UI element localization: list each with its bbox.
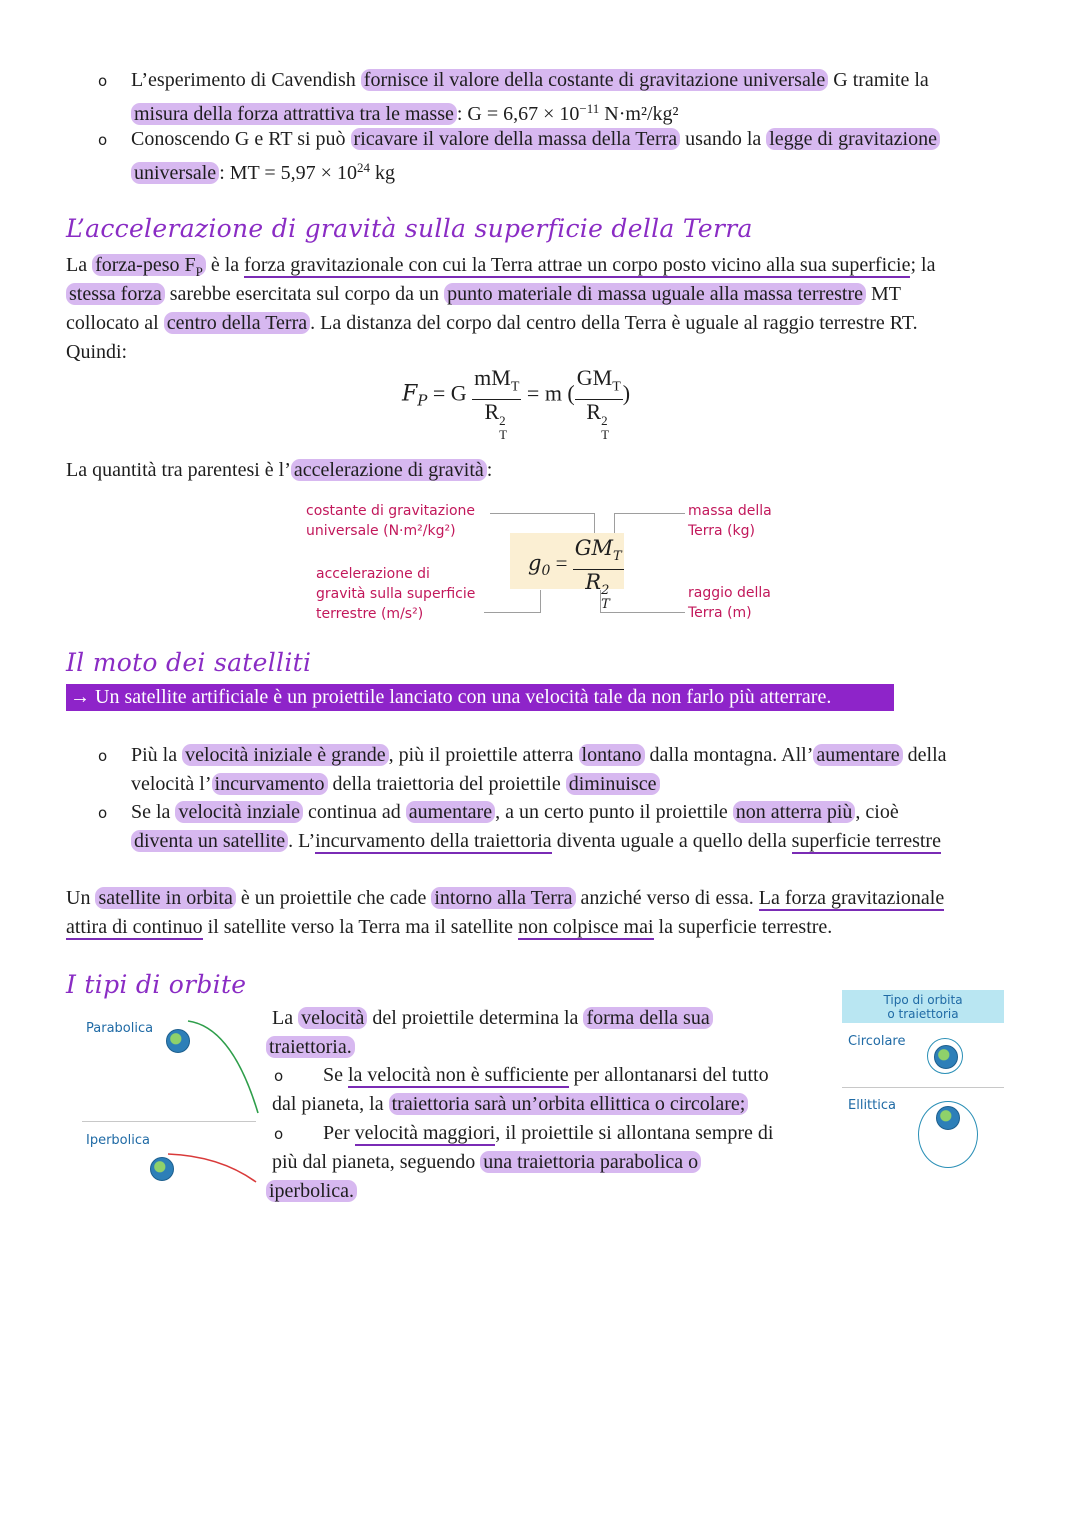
- section3-text-line-1: La velocità del proiettile determina la forma della sua: [272, 1004, 713, 1032]
- section1-paragraph-line-2: stessa forza sarebbe esercitata sul corpo da un punto materiale di massa uguale alla massa terrestre MT: [66, 280, 901, 308]
- section2-paragraph-line-1: Un satellite in orbita è un proiettile che cade intorno alla Terra anziché verso di essa. La forza gravitazionale: [66, 887, 945, 909]
- earth-icon: [934, 1045, 958, 1069]
- parabolic-trajectory: [170, 1015, 270, 1115]
- orbit-table-divider: [842, 1087, 1004, 1088]
- formula-fraction-2: $GM_T$ R 2 T: [576, 365, 621, 443]
- intro-bullet-2-line-2: universale : MT = $5,97 \times 10^{24}$ kg: [131, 154, 395, 187]
- intro-bullet-1-line-2: misura della forza attrattiva tra le masse : $G = 6,67 \times 10^{-11}$ N·m²/kg²: [131, 95, 679, 128]
- section3-text-line-5: Per velocità maggiori, il proiettile si allontana sempre di: [323, 1122, 774, 1144]
- diagram-formula: $g_0$ = $GM_T$ R 2 T: [528, 536, 622, 613]
- section3-text-line-7: iperbolica.: [266, 1177, 357, 1205]
- orbit-divider: [82, 1121, 256, 1122]
- formula-weight-force: $F_P = G$ $mM_T$ R 2 T = m ( $GM_T$ R 2 T ): [402, 365, 631, 443]
- bullet-icon: o: [98, 131, 108, 149]
- orbit-label-elliptical: Ellittica: [848, 1098, 896, 1113]
- diagram-label-gravitational-constant: costante di gravitazione universale (N·m²/kg²): [306, 503, 476, 539]
- section2-bullet-1-line-1: Più la velocità iniziale è grande , più il proiettile atterra lontano dalla montagna. All’ aumentare della: [131, 744, 947, 766]
- intro-bullet-1-line-1: L’esperimento di Cavendish fornisce il valore della costante di gravitazione universale G tramite la: [131, 69, 929, 91]
- earth-icon: [936, 1106, 960, 1130]
- connector-line: [614, 513, 685, 536]
- section-title-orbit-types: I tipi di orbite: [66, 970, 247, 999]
- section2-bullet-1-line-2: velocità l’ incurvamento della traiettoria del proiettile diminuisce: [131, 770, 660, 798]
- section1-paragraph-line-3: collocato al centro della Terra . La distanza del corpo dal centro della Terra è uguale al raggio terrestre RT.: [66, 312, 918, 334]
- orbit-table-header: Tipo di orbita o traiettoria: [842, 990, 1004, 1023]
- section2-paragraph-line-2: attira di continuo il satellite verso la Terra ma il satellite non colpisce mai la superficie terrestre.: [66, 916, 833, 938]
- bullet-icon: o: [98, 72, 108, 90]
- section2-bullet-2-line-2: diventa un satellite . L’incurvamento della traiettoria diventa uguale a quello della superficie terrestre: [131, 827, 941, 855]
- diagram-label-earth-mass: massa della Terra (kg): [688, 503, 772, 539]
- section-title-satellites: Il moto dei satelliti: [66, 648, 312, 677]
- orbit-label-parabolic: Parabolica: [86, 1021, 154, 1036]
- section1-paragraph-2: La quantità tra parentesi è l’ accelerazione di gravità :: [66, 459, 493, 481]
- section1-paragraph-line-4: Quindi:: [66, 341, 128, 363]
- bullet-icon: o: [98, 747, 108, 765]
- intro-bullet-2-line-1: Conoscendo G e RT si può ricavare il valore della massa della Terra usando la legge di gravitazione: [131, 125, 940, 153]
- bullet-icon: o: [274, 1125, 284, 1143]
- formula-fraction-1: $mM_T$ R 2 T: [474, 365, 520, 443]
- bullet-icon: o: [98, 804, 108, 822]
- section3-text-line-2: traiettoria.: [266, 1033, 355, 1061]
- bullet-icon: o: [274, 1067, 284, 1085]
- section3-text-line-6: più dal pianeta, seguendo una traiettoria parabolica o: [272, 1148, 701, 1176]
- section3-text-line-4: dal pianeta, la traiettoria sarà un’orbita ellittica o circolare;: [272, 1090, 748, 1118]
- hyperbolic-trajectory: [160, 1148, 260, 1188]
- section-title-gravity: L’accelerazione di gravità sulla superficie della Terra: [66, 214, 753, 243]
- section2-bullet-2-line-1: Se la velocità inziale continua ad aumentare , a un certo punto il proiettile non atterra più , cioè: [131, 801, 899, 823]
- section3-text-line-3: Se la velocità non è sufficiente per allontanarsi del tutto: [323, 1064, 769, 1086]
- diagram-label-earth-radius: raggio della Terra (m): [688, 585, 771, 621]
- section1-paragraph-line-1: La forza-peso $F_P$ è la forza gravitazionale con cui la Terra attrae un corpo posto vicino alla sua superficie; la: [66, 254, 936, 279]
- orbit-label-circular: Circolare: [848, 1034, 906, 1049]
- orbit-label-hyperbolic: Iperbolica: [86, 1133, 150, 1148]
- diagram-label-acceleration: accelerazione di gravità sulla superficie terrestre (m/s²): [316, 566, 476, 622]
- satellite-definition-banner: → Un satellite artificiale è un proiettile lanciato con una velocità tale da non farlo più atterrare.: [66, 684, 894, 711]
